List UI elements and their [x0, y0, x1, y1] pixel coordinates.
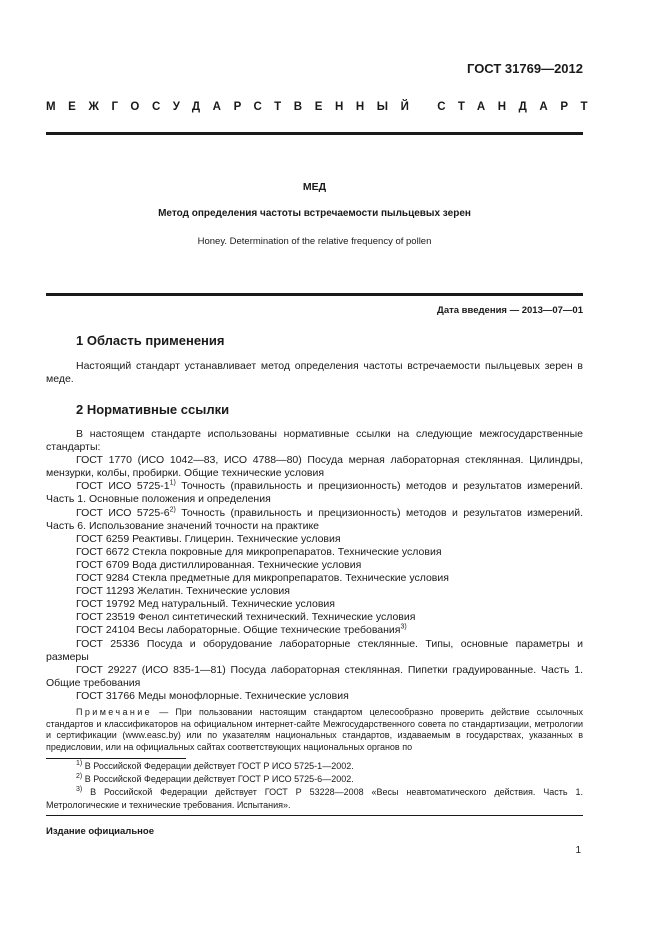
standard-type-heading: МЕЖГОСУДАРСТВЕННЫЙ СТАНДАРТ — [46, 101, 601, 113]
note-label: Примечание — [76, 707, 153, 717]
references-intro: В настоящем стандарте использованы нормативные ссылки на следующие межгосударственные стандарты: — [46, 428, 583, 454]
footnote-separator — [46, 758, 186, 759]
footnote-1: $^{1)}$ В Российской Федерации действует ГОСТ Р ИСО 5725-1—2002. — [76, 760, 354, 771]
reference-item: ГОСТ 6672 Стекла покровные для микропрепаратов. Технические условия — [76, 545, 442, 558]
reference-item: ГОСТ 19792 Мед натуральный. Технические условия — [76, 598, 335, 611]
note-text: — При пользовании настоящим стандартом целесообразно проверить действие ссылочных стандартов и классификаторов на официальном интернет-сайте Межгосударственного совета по стандартизации, метрологии и сертификации (www.easc.by) или по указателям национальных стандартов, издаваемым в государствах, указанных в предисловии, или на официальных сайтах соответствующих национальных органов по — [46, 707, 583, 752]
section1-text: Настоящий стандарт устанавливает метод определения частоты встречаемости пыльцевых зерен в меде. — [46, 360, 583, 385]
document-subtitle-en: Honey. Determination of the relative frequency of pollen — [197, 236, 432, 247]
document-subtitle-ru: Метод определения частоты встречаемости пыльцевых зерен — [158, 208, 471, 219]
reference-item: ГОСТ 6259 Реактивы. Глицерин. Технические условия — [76, 532, 341, 545]
reference-item: ГОСТ 25336 Посуда и оборудование лабораторные стеклянные. Типы, основные параметры и размеры — [46, 637, 583, 663]
note — [46, 707, 583, 753]
gost-code: ГОСТ 31769—2012 — [467, 61, 583, 76]
reference-item: ГОСТ ИСО 5725-6$^{2)}$ Точность (правильность и прецизионность) методов и результатов измерений. Часть 6. Использование значений точности на практике — [46, 506, 583, 532]
footer-rule — [46, 815, 583, 816]
reference-item: ГОСТ 29227 (ИСО 835-1—81) Посуда лабораторная стеклянная. Пипетки градуированные. Часть 1. Общие требования — [46, 663, 583, 689]
reference-item: ГОСТ 1770 (ИСО 1042—83, ИСО 4788—80) Посуда мерная лабораторная стеклянная. Цилиндры, мензурки, колбы, пробирки. Общие технические условия — [46, 454, 583, 480]
reference-item: ГОСТ 31766 Меды монофлорные. Технические условия — [76, 689, 349, 702]
page-number: 1 — [575, 845, 581, 856]
footnote-2: $^{2)}$ В Российской Федерации действует ГОСТ Р ИСО 5725-6—2002. — [76, 773, 354, 784]
header-rule — [46, 132, 583, 135]
reference-item: ГОСТ 24104 Весы лабораторные. Общие технические требования$^{3)}$ — [76, 623, 407, 637]
section1-heading: 1 Область применения — [76, 333, 225, 348]
intro-date: Дата введения — 2013—07—01 — [437, 305, 583, 316]
footnote-3: $^{3)}$ В Российской Федерации действует ГОСТ Р 53228—2008 «Весы неавтоматического действия. Часть 1. Метрологические и технические требования. Испытания». — [46, 786, 583, 810]
footnotes — [46, 760, 583, 812]
document-title: МЕД — [302, 181, 327, 193]
reference-item: ГОСТ 11293 Желатин. Технические условия — [76, 585, 290, 598]
reference-item: ГОСТ 6709 Вода дистиллированная. Технические условия — [76, 558, 362, 571]
reference-item: ГОСТ 23519 Фенол синтетический технический. Технические условия — [76, 611, 416, 624]
title-rule — [46, 293, 583, 296]
reference-item: ГОСТ 9284 Стекла предметные для микропрепаратов. Технические условия — [76, 572, 449, 585]
reference-item: ГОСТ ИСО 5725-1$^{1)}$ Точность (правильность и прецизионность) методов и результатов измерений. Часть 1. Основные положения и определения — [46, 479, 583, 506]
references-block — [46, 428, 583, 703]
edition-label: Издание официальное — [46, 826, 154, 837]
section2-heading: 2 Нормативные ссылки — [76, 402, 230, 417]
